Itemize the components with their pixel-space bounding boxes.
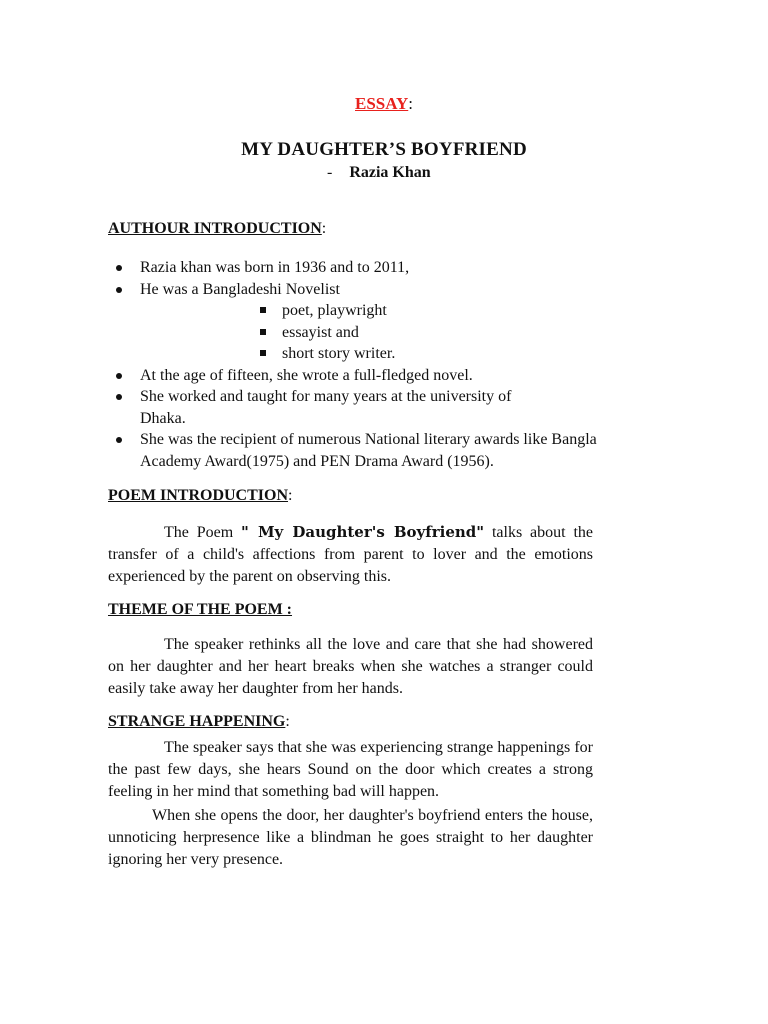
theme-heading-text: THEME OF THE POEM : (108, 601, 293, 618)
strange-heading-text: STRANGE HAPPENING (108, 713, 286, 730)
author-line (327, 164, 431, 182)
list-item (108, 257, 608, 279)
author-name: Razia Khan (349, 164, 431, 181)
poem-intro-paragraph (108, 521, 593, 588)
essay-label (0, 94, 768, 114)
poem-intro-heading-colon: : (288, 487, 293, 504)
strange-heading (108, 713, 290, 731)
sub-list-item (108, 322, 608, 344)
strange-text-1: The speaker says that she was experiencing strange happenings for the past few days, she hears Sound on the door which creates a strong feeling in her mind that something bad will happen. (108, 739, 593, 800)
essay-word: ESSAY (355, 94, 409, 113)
theme-paragraph (108, 634, 593, 700)
list-item (108, 386, 560, 429)
sub-list-item-text: essayist and (282, 323, 359, 341)
poem-intro-text-after: talks about the transfer of a child's affections from parent to lover and the emotions experienced by the parent on observing this. (108, 524, 593, 585)
essay-colon: : (408, 94, 413, 113)
poem-title-quote: " My Daughter's Boyfriend" (241, 523, 485, 541)
sub-list-item-text: poet, playwright (282, 302, 387, 319)
list-item-text: She was the recipient of numerous National literary awards like Bangla Academy Award(1975) and PEN Drama Award (1956). (140, 431, 597, 470)
bullet-square-icon (260, 307, 266, 313)
list-item (108, 365, 608, 387)
bullet-dot-icon (116, 373, 122, 379)
bullet-dot-icon (116, 437, 122, 443)
author-intro-heading-text: AUTHOUR INTRODUCTION (108, 220, 322, 237)
strange-text-2: When she opens the door, her daughter's boyfriend enters the house, unnoticing herpresence like a blindman he goes straight to her daughter ignoring her very presence. (108, 807, 593, 868)
list-item (108, 279, 608, 301)
theme-text: The speaker rethinks all the love and care that she had showered on her daughter and her heart breaks when she watches a stranger could easily take away her daughter from her hands. (108, 636, 593, 697)
author-intro-heading-colon: : (321, 220, 327, 237)
list-item (108, 429, 630, 472)
strange-paragraph-2 (108, 805, 593, 871)
bullet-dot-icon (116, 265, 122, 271)
poem-intro-text-before: The Poem (164, 524, 242, 541)
author-dash: - (327, 164, 333, 181)
list-item-text: At the age of fifteen, she wrote a full-fledged novel. (140, 366, 473, 384)
list-item-text: She worked and taught for many years at the university of Dhaka. (140, 388, 512, 427)
list-item-text: He was a Bangladeshi Novelist (140, 280, 340, 298)
sub-list-item (108, 300, 608, 322)
theme-heading (108, 601, 292, 619)
bullet-dot-icon (116, 287, 122, 293)
poem-intro-heading-text: POEM INTRODUCTION (108, 487, 289, 504)
poem-intro-heading (108, 487, 292, 505)
strange-heading-colon: : (285, 713, 290, 730)
essay-title: MY DAUGHTER’S BOYFRIEND (241, 139, 527, 160)
bullet-dot-icon (116, 394, 122, 400)
bullet-square-icon (260, 350, 266, 356)
bullet-square-icon (260, 329, 266, 335)
author-intro-list (108, 257, 608, 472)
strange-paragraph-1 (108, 737, 593, 803)
sub-list-item (108, 343, 608, 365)
sub-list-item-text: short story writer. (282, 345, 396, 362)
list-item-text: Razia khan was born in 1936 and to 2011, (140, 259, 410, 276)
author-intro-heading (108, 220, 326, 238)
